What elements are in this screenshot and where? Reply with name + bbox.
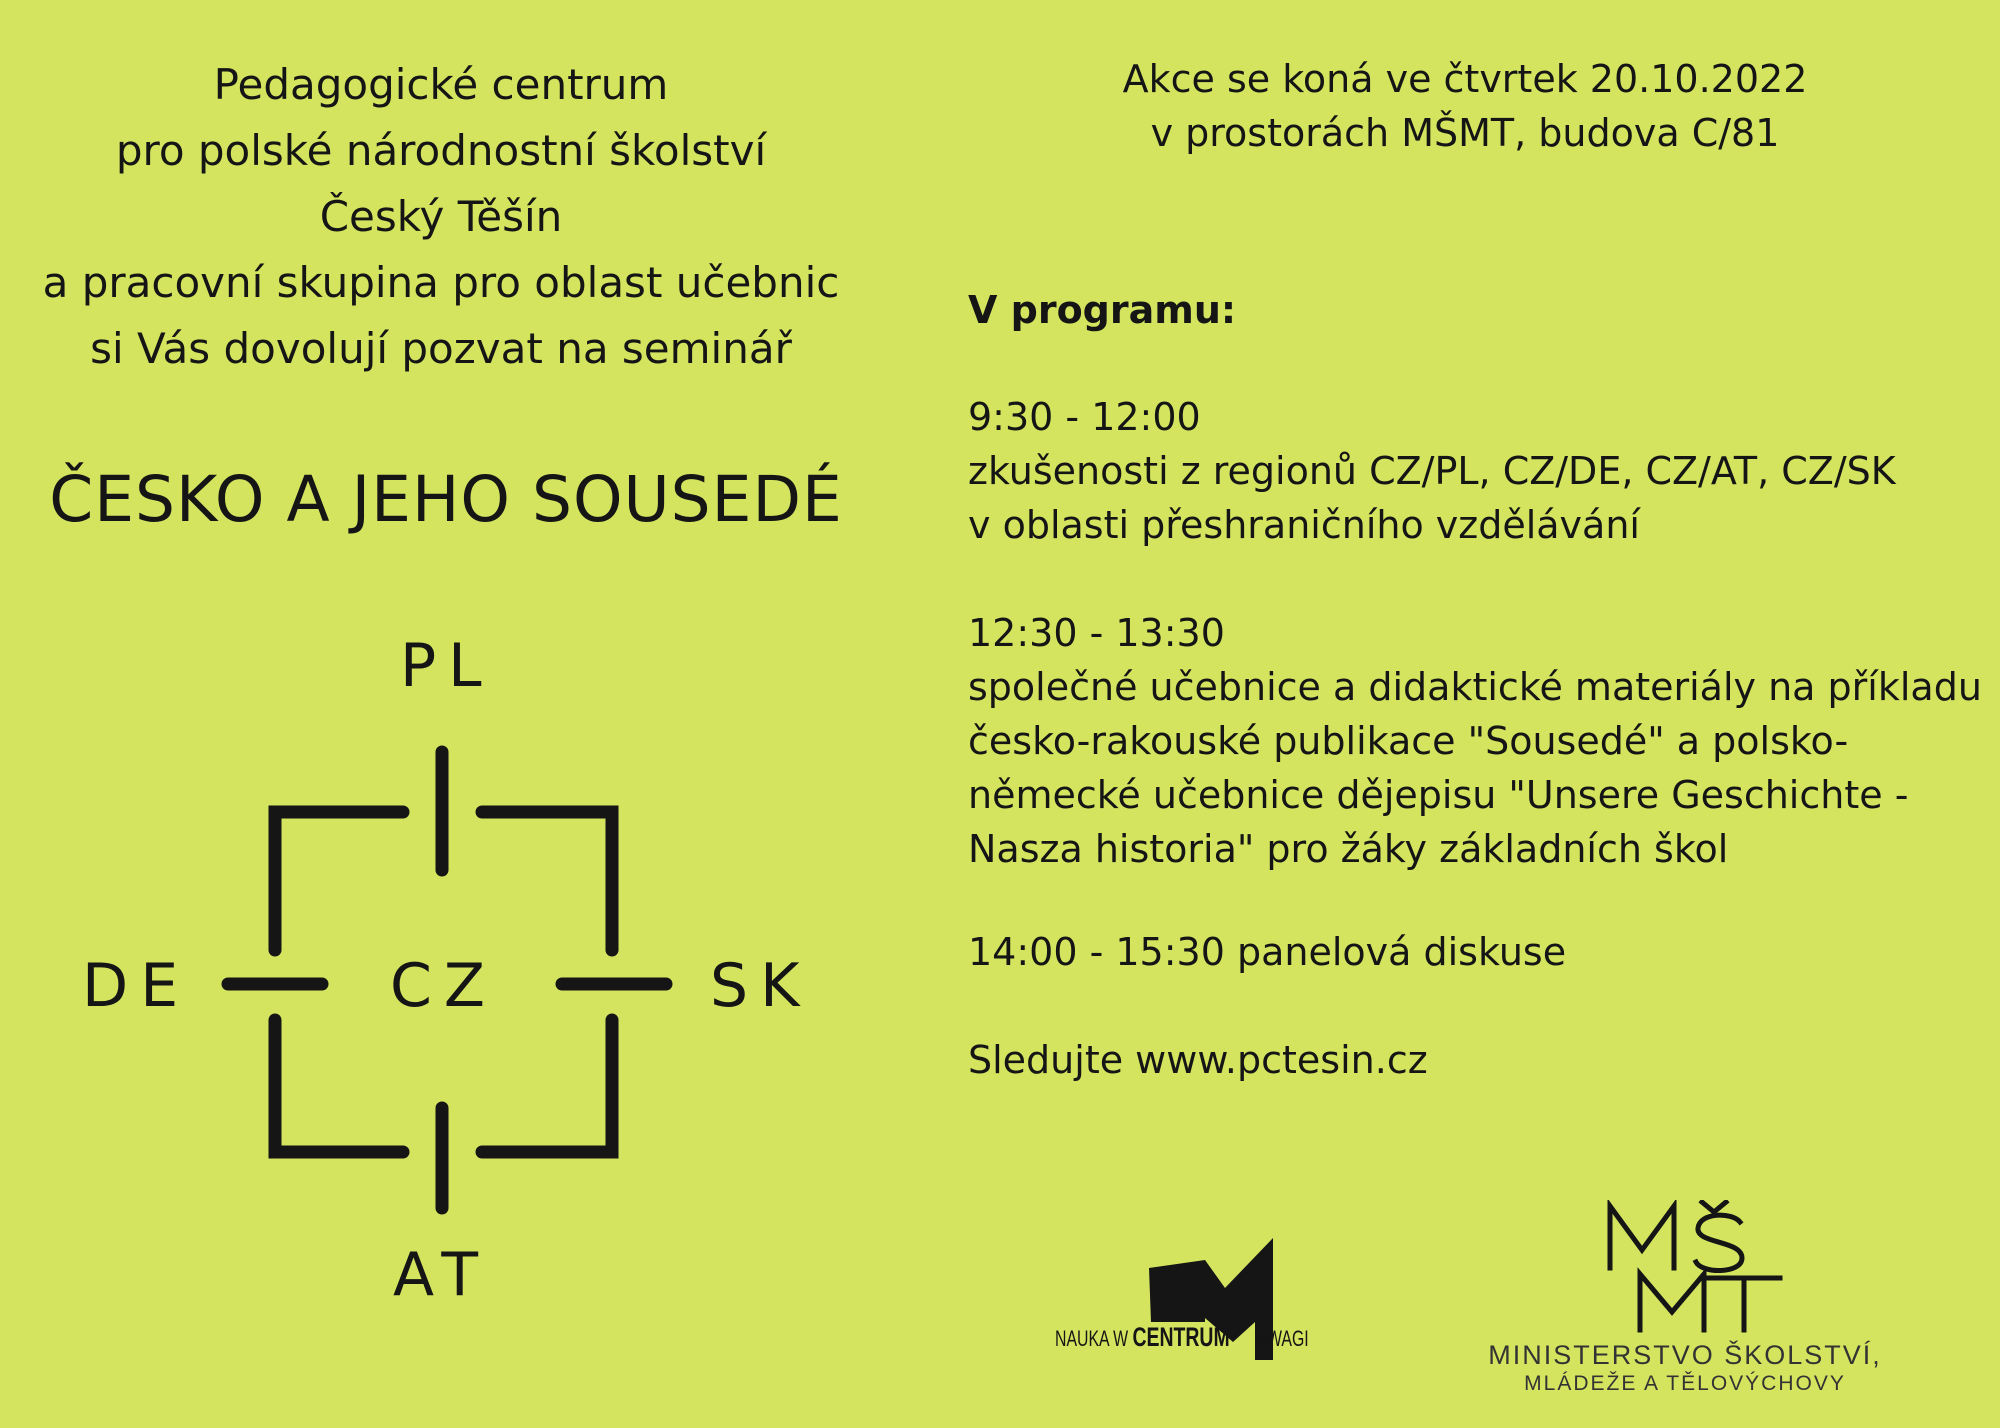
msmt-logo: [1470, 1200, 1900, 1400]
slot-time: 9:30 - 12:00: [968, 395, 1201, 439]
event-info: [1000, 52, 1930, 160]
organizer-line: si Vás dovolují pozvat na seminář: [90, 324, 792, 373]
slot-line: v oblasti přeshraničního vzdělávání: [968, 503, 1640, 547]
organizer-line: Pedagogické centrum: [213, 60, 669, 109]
follow-website: Sledujte www.pctesin.cz: [968, 1038, 1428, 1082]
program-slot-panel: 14:00 - 15:30 panelová diskuse: [968, 930, 1567, 974]
nwcu-right: UWAGI: [1255, 1326, 1309, 1351]
neighbors-diagram: [60, 640, 860, 1320]
organizer-line: Český Těšín: [319, 192, 563, 241]
label-north: PL: [400, 640, 494, 701]
slot-line: společné učebnice a didaktické materiály na příkladu: [968, 665, 1982, 709]
msmt-monogram-icon: [1590, 1200, 1790, 1335]
program-heading: V programu:: [968, 288, 1237, 332]
event-venue: v prostorách MŠMT, budova C/81: [1150, 111, 1780, 155]
event-date: Akce se koná ve čtvrtek 20.10.2022: [1122, 57, 1808, 101]
msmt-line2: MLÁDEŽE A TĚLOVÝCHOVY: [1524, 1372, 1846, 1395]
msmt-line1: MINISTERSTVO ŠKOLSTVÍ,: [1488, 1340, 1882, 1370]
program-slot: [968, 606, 1982, 876]
diagram-stroke: [482, 812, 612, 950]
organizer-intro: [0, 52, 882, 382]
slot-line: česko-rakouské publikace "Sousedé" a polsko-: [968, 719, 1849, 763]
nwcu-left: NAUKA W: [1055, 1326, 1133, 1351]
label-east: SK: [710, 951, 812, 1021]
seminar-title: ČESKO A JEHO SOUSEDÉ: [49, 463, 843, 536]
label-west: DE: [82, 951, 191, 1021]
slot-line: Nasza historia" pro žáky základních škol: [968, 827, 1729, 871]
nwcu-bold: CENTRUM: [1132, 1322, 1230, 1352]
label-center: CZ: [390, 951, 497, 1021]
label-south: AT: [393, 1240, 491, 1310]
diagram-stroke: [275, 812, 403, 950]
diagram-stroke: [275, 1020, 403, 1152]
organizer-line: pro polské národnostní školství: [115, 126, 767, 175]
diagram-stroke: [482, 1020, 612, 1152]
nwcu-wordmark: [1055, 1322, 1309, 1353]
slot-time: 12:30 - 13:30: [968, 611, 1225, 655]
program-slot: [968, 390, 1968, 552]
slot-line: zkušenosti z regionů CZ/PL, CZ/DE, CZ/AT, CZ/SK: [968, 449, 1896, 493]
slot-line: německé učebnice dějepisu "Unsere Geschichte -: [968, 773, 1909, 817]
nauka-w-centrum-uwagi-logo: [1055, 1230, 1335, 1370]
organizer-line: a pracovní skupina pro oblast učebnic: [42, 258, 840, 307]
